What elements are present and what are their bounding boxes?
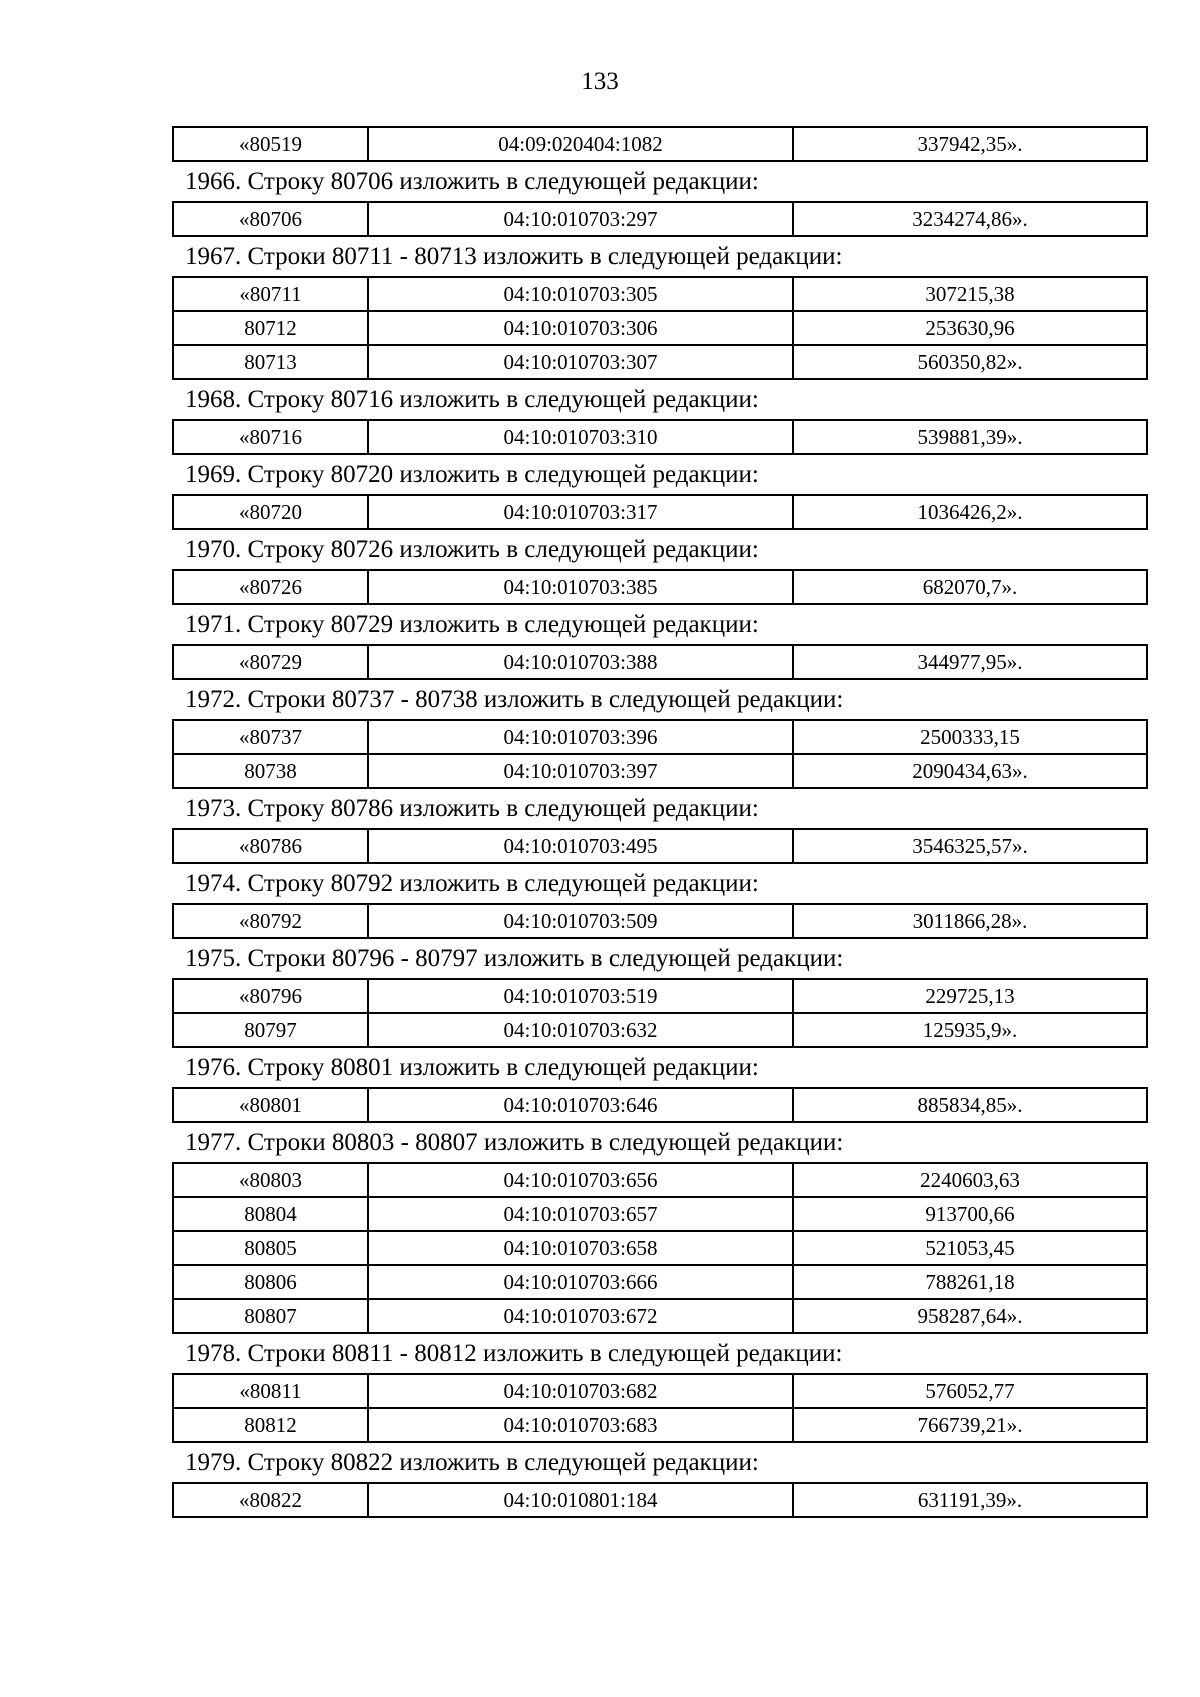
cadastral-number-cell: 04:10:010703:305 [368,277,793,311]
value-cell: 788261,18 [793,1265,1147,1299]
row-number-cell: 80804 [173,1197,368,1231]
amendment-table [172,828,1148,864]
value-cell: 3234274,86». [793,202,1147,236]
row-number-cell: 80738 [173,754,368,788]
row-number-cell: «80796 [173,979,368,1013]
row-number-cell: «80737 [173,720,368,754]
amendment-heading: 1978. Строки 80811 - 80812 изложить в следующей редакции: [185,1340,843,1367]
amendment-table [172,1373,1148,1443]
page-number: 133 [581,68,619,95]
cadastral-number-cell: 04:10:010703:310 [368,420,793,454]
cadastral-number-cell: 04:10:010703:397 [368,754,793,788]
value-cell: 253630,96 [793,311,1147,345]
table-row [173,1163,1147,1197]
amendment-heading: 1973. Строку 80786 изложить в следующей редакции: [185,795,759,822]
cadastral-number-cell: 04:10:010703:385 [368,570,793,604]
table-row [173,1013,1147,1047]
row-number-cell: 80713 [173,345,368,379]
value-cell: 337942,35». [793,127,1147,161]
cadastral-number-cell: 04:10:010703:656 [368,1163,793,1197]
cadastral-number-cell: 04:10:010703:519 [368,979,793,1013]
amendment-heading: 1975. Строки 80796 - 80797 изложить в следующей редакции: [185,945,844,972]
table-row [173,720,1147,754]
amendment-heading: 1974. Строку 80792 изложить в следующей редакции: [185,870,759,897]
cadastral-number-cell: 04:10:010703:307 [368,345,793,379]
amendment-table [172,644,1148,680]
value-cell: 3546325,57». [793,829,1147,863]
cadastral-number-cell: 04:10:010703:396 [368,720,793,754]
table-row [173,495,1147,529]
row-number-cell: 80806 [173,1265,368,1299]
amendment-table [172,494,1148,530]
cadastral-number-cell: 04:09:020404:1082 [368,127,793,161]
amendment-table [172,719,1148,789]
cadastral-number-cell: 04:10:010703:666 [368,1265,793,1299]
cadastral-number-cell: 04:10:010703:632 [368,1013,793,1047]
row-number-cell: «80720 [173,495,368,529]
value-cell: 125935,9». [793,1013,1147,1047]
value-cell: 307215,38 [793,277,1147,311]
value-cell: 576052,77 [793,1374,1147,1408]
cadastral-number-cell: 04:10:010703:495 [368,829,793,863]
amendment-table [172,419,1148,455]
table-row [173,1265,1147,1299]
row-number-cell: «80711 [173,277,368,311]
cadastral-number-cell: 04:10:010703:317 [368,495,793,529]
table-row [173,420,1147,454]
table-row [173,1299,1147,1333]
table-row [173,570,1147,604]
value-cell: 958287,64». [793,1299,1147,1333]
amendment-table [172,1162,1148,1334]
amendment-heading: 1969. Строку 80720 изложить в следующей редакции: [185,461,759,488]
amendment-table [172,126,1148,162]
cadastral-number-cell: 04:10:010703:683 [368,1408,793,1442]
value-cell: 2240603,63 [793,1163,1147,1197]
table-row [173,645,1147,679]
table-row [173,277,1147,311]
value-cell: 1036426,2». [793,495,1147,529]
value-cell: 3011866,28». [793,904,1147,938]
table-row [173,127,1147,161]
amendment-heading: 1971. Строку 80729 изложить в следующей редакции: [185,611,759,638]
row-number-cell: 80807 [173,1299,368,1333]
cadastral-number-cell: 04:10:010703:657 [368,1197,793,1231]
row-number-cell: 80812 [173,1408,368,1442]
row-number-cell: «80811 [173,1374,368,1408]
table-row [173,1197,1147,1231]
value-cell: 2090434,63». [793,754,1147,788]
table-row [173,202,1147,236]
row-number-cell: 80712 [173,311,368,345]
value-cell: 913700,66 [793,1197,1147,1231]
row-number-cell: «80729 [173,645,368,679]
row-number-cell: «80803 [173,1163,368,1197]
value-cell: 2500333,15 [793,720,1147,754]
amendment-table [172,978,1148,1048]
cadastral-number-cell: 04:10:010703:672 [368,1299,793,1333]
value-cell: 539881,39». [793,420,1147,454]
amendment-heading: 1977. Строки 80803 - 80807 изложить в следующей редакции: [185,1129,844,1156]
amendment-heading: 1976. Строку 80801 изложить в следующей редакции: [185,1054,759,1081]
row-number-cell: «80519 [173,127,368,161]
table-row [173,1231,1147,1265]
cadastral-number-cell: 04:10:010703:658 [368,1231,793,1265]
amendment-table [172,903,1148,939]
amendment-heading: 1968. Строку 80716 изложить в следующей редакции: [185,386,759,413]
table-row [173,1088,1147,1122]
value-cell: 885834,85». [793,1088,1147,1122]
amendment-heading: 1970. Строку 80726 изложить в следующей редакции: [185,536,759,563]
row-number-cell: «80792 [173,904,368,938]
value-cell: 682070,7». [793,570,1147,604]
value-cell: 631191,39». [793,1483,1147,1517]
value-cell: 344977,95». [793,645,1147,679]
table-row [173,979,1147,1013]
row-number-cell: «80716 [173,420,368,454]
cadastral-number-cell: 04:10:010703:509 [368,904,793,938]
table-row [173,1408,1147,1442]
amendment-heading: 1967. Строки 80711 - 80713 изложить в следующей редакции: [185,243,843,270]
cadastral-number-cell: 04:10:010703:388 [368,645,793,679]
document-body [172,127,1146,1518]
table-row [173,1483,1147,1517]
table-row [173,311,1147,345]
cadastral-number-cell: 04:10:010703:306 [368,311,793,345]
amendment-heading: 1972. Строки 80737 - 80738 изложить в следующей редакции: [185,686,844,713]
table-row [173,829,1147,863]
table-row [173,345,1147,379]
amendment-table [172,569,1148,605]
row-number-cell: 80797 [173,1013,368,1047]
table-row [173,754,1147,788]
value-cell: 560350,82». [793,345,1147,379]
row-number-cell: 80805 [173,1231,368,1265]
row-number-cell: «80706 [173,202,368,236]
row-number-cell: «80801 [173,1088,368,1122]
value-cell: 521053,45 [793,1231,1147,1265]
amendment-table [172,276,1148,380]
amendment-table [172,1482,1148,1518]
value-cell: 766739,21». [793,1408,1147,1442]
amendment-heading: 1966. Строку 80706 изложить в следующей редакции: [185,168,759,195]
value-cell: 229725,13 [793,979,1147,1013]
cadastral-number-cell: 04:10:010703:297 [368,202,793,236]
cadastral-number-cell: 04:10:010703:682 [368,1374,793,1408]
row-number-cell: «80726 [173,570,368,604]
row-number-cell: «80786 [173,829,368,863]
cadastral-number-cell: 04:10:010801:184 [368,1483,793,1517]
table-row [173,1374,1147,1408]
row-number-cell: «80822 [173,1483,368,1517]
amendment-table [172,1087,1148,1123]
cadastral-number-cell: 04:10:010703:646 [368,1088,793,1122]
amendment-heading: 1979. Строку 80822 изложить в следующей редакции: [185,1449,759,1476]
table-row [173,904,1147,938]
amendment-table [172,201,1148,237]
